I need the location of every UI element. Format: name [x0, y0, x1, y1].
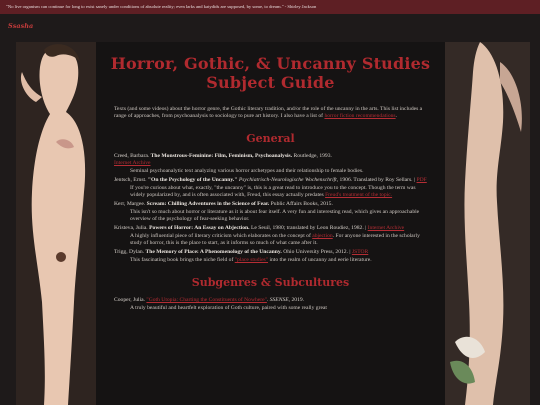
main-content [96, 42, 445, 405]
horror-fiction-link[interactable]: horror fiction recommendations [324, 113, 396, 119]
right-figure-illustration [445, 42, 530, 405]
intro-paragraph: Texts (and some videos) about the horror genre, the Gothic literary tradition, and/or the role of the uncanny in the arts. This list includes a range of approaches, from psychoanalysis to sociology to pure art history. I also have a list of horror fiction recommendations. [114, 106, 423, 119]
entry-description: Seminal psychoanalytic text analyzing various horror archetypes and their relationship to female bodies. [130, 168, 364, 174]
goth-utopia-link[interactable]: "Goth Utopia: Charting the Constituents of Nowhere" [146, 297, 267, 303]
place-studies-link[interactable]: "place studies" [234, 257, 269, 263]
quote-banner [0, 0, 540, 14]
quote-text: "No live organism can continue for long to exist sanely under conditions of absolute reality; even larks and katydids are supposed, by some, to dream." - Shirley Jackson [6, 4, 317, 9]
jstor-link[interactable]: JSTOR [351, 249, 369, 255]
internet-archive-link[interactable]: Internet Archive [114, 160, 151, 166]
section-heading-general: General [246, 132, 295, 145]
list-item: Kerr, Margee. Scream: Chilling Adventures in the Science of Fear. Public Affairs Books, 2015. [114, 201, 333, 207]
right-artwork [445, 42, 530, 405]
list-item: Jentsch, Ernst. "On the Psychology of the Uncanny." Psychiatrisch-Neurologische Wochenschrift, 1906. Translated by Roy Sellars. | PDF [114, 177, 427, 183]
entry-description: This isn't so much about horror or literature as it is about fear itself. A very fun and interesting read, which gives an approachable overview of the psychology of fear-seeking behavior. [130, 209, 420, 222]
list-item: Kristeva, Julia. Powers of Horror: An Essay on Abjection. Le Seuil, 1980; translated by Leon Roudiez, 1982. | Internet Archive [114, 225, 405, 231]
site-logo[interactable]: Ssasha [8, 22, 34, 30]
entry-description: If you're curious about what, exactly, "the uncanny" is, this is a great read to introduce you to the concept. Though the term was widely popularized by, and is often associated with, Freud, this essay actually predates Freud's treatment of the topic. [130, 185, 416, 198]
left-figure-illustration [16, 42, 96, 405]
list-item: Cooper, Julia. "Goth Utopia: Charting the Constituents of Nowhere". SSENSE, 2019. [114, 297, 305, 303]
pdf-link[interactable]: PDF [416, 177, 427, 183]
section-heading-subgenres: Subgenres & Subcultures [191, 276, 350, 289]
entry-description: A highly influential piece of literary criticism which elaborates on the concept of abjection. For anyone interested in the scholarly study of horror, this is the place to start, as it informs so much of what came after it. [130, 233, 420, 246]
list-item: Creed, Barbara. The Monstrous-Feminine: Film, Feminism, Psychoanalysis. Routledge, 1993. Internet Archive [114, 153, 332, 166]
page-title: Horror, Gothic, & Uncanny Studies Subject Guide [110, 54, 431, 92]
entry-description: This fascinating book brings the niche field of "place studies" into the realm of uncanny and eerie literature. [130, 257, 372, 263]
left-artwork [16, 42, 96, 405]
freud-uncanny-link[interactable]: Freud's treatment of the topic. [325, 192, 393, 198]
entry-description: A truly beautiful and heartfelt exploration of Goth culture, paired with some really great [130, 305, 327, 311]
list-item: Trigg, Dylan. The Memory of Place: A Phenomenology of the Uncanny. Ohio University Press, 2012. | JSTOR [114, 249, 369, 255]
internet-archive-link[interactable]: Internet Archive [367, 225, 405, 231]
abjection-link[interactable]: abjection [312, 233, 333, 239]
